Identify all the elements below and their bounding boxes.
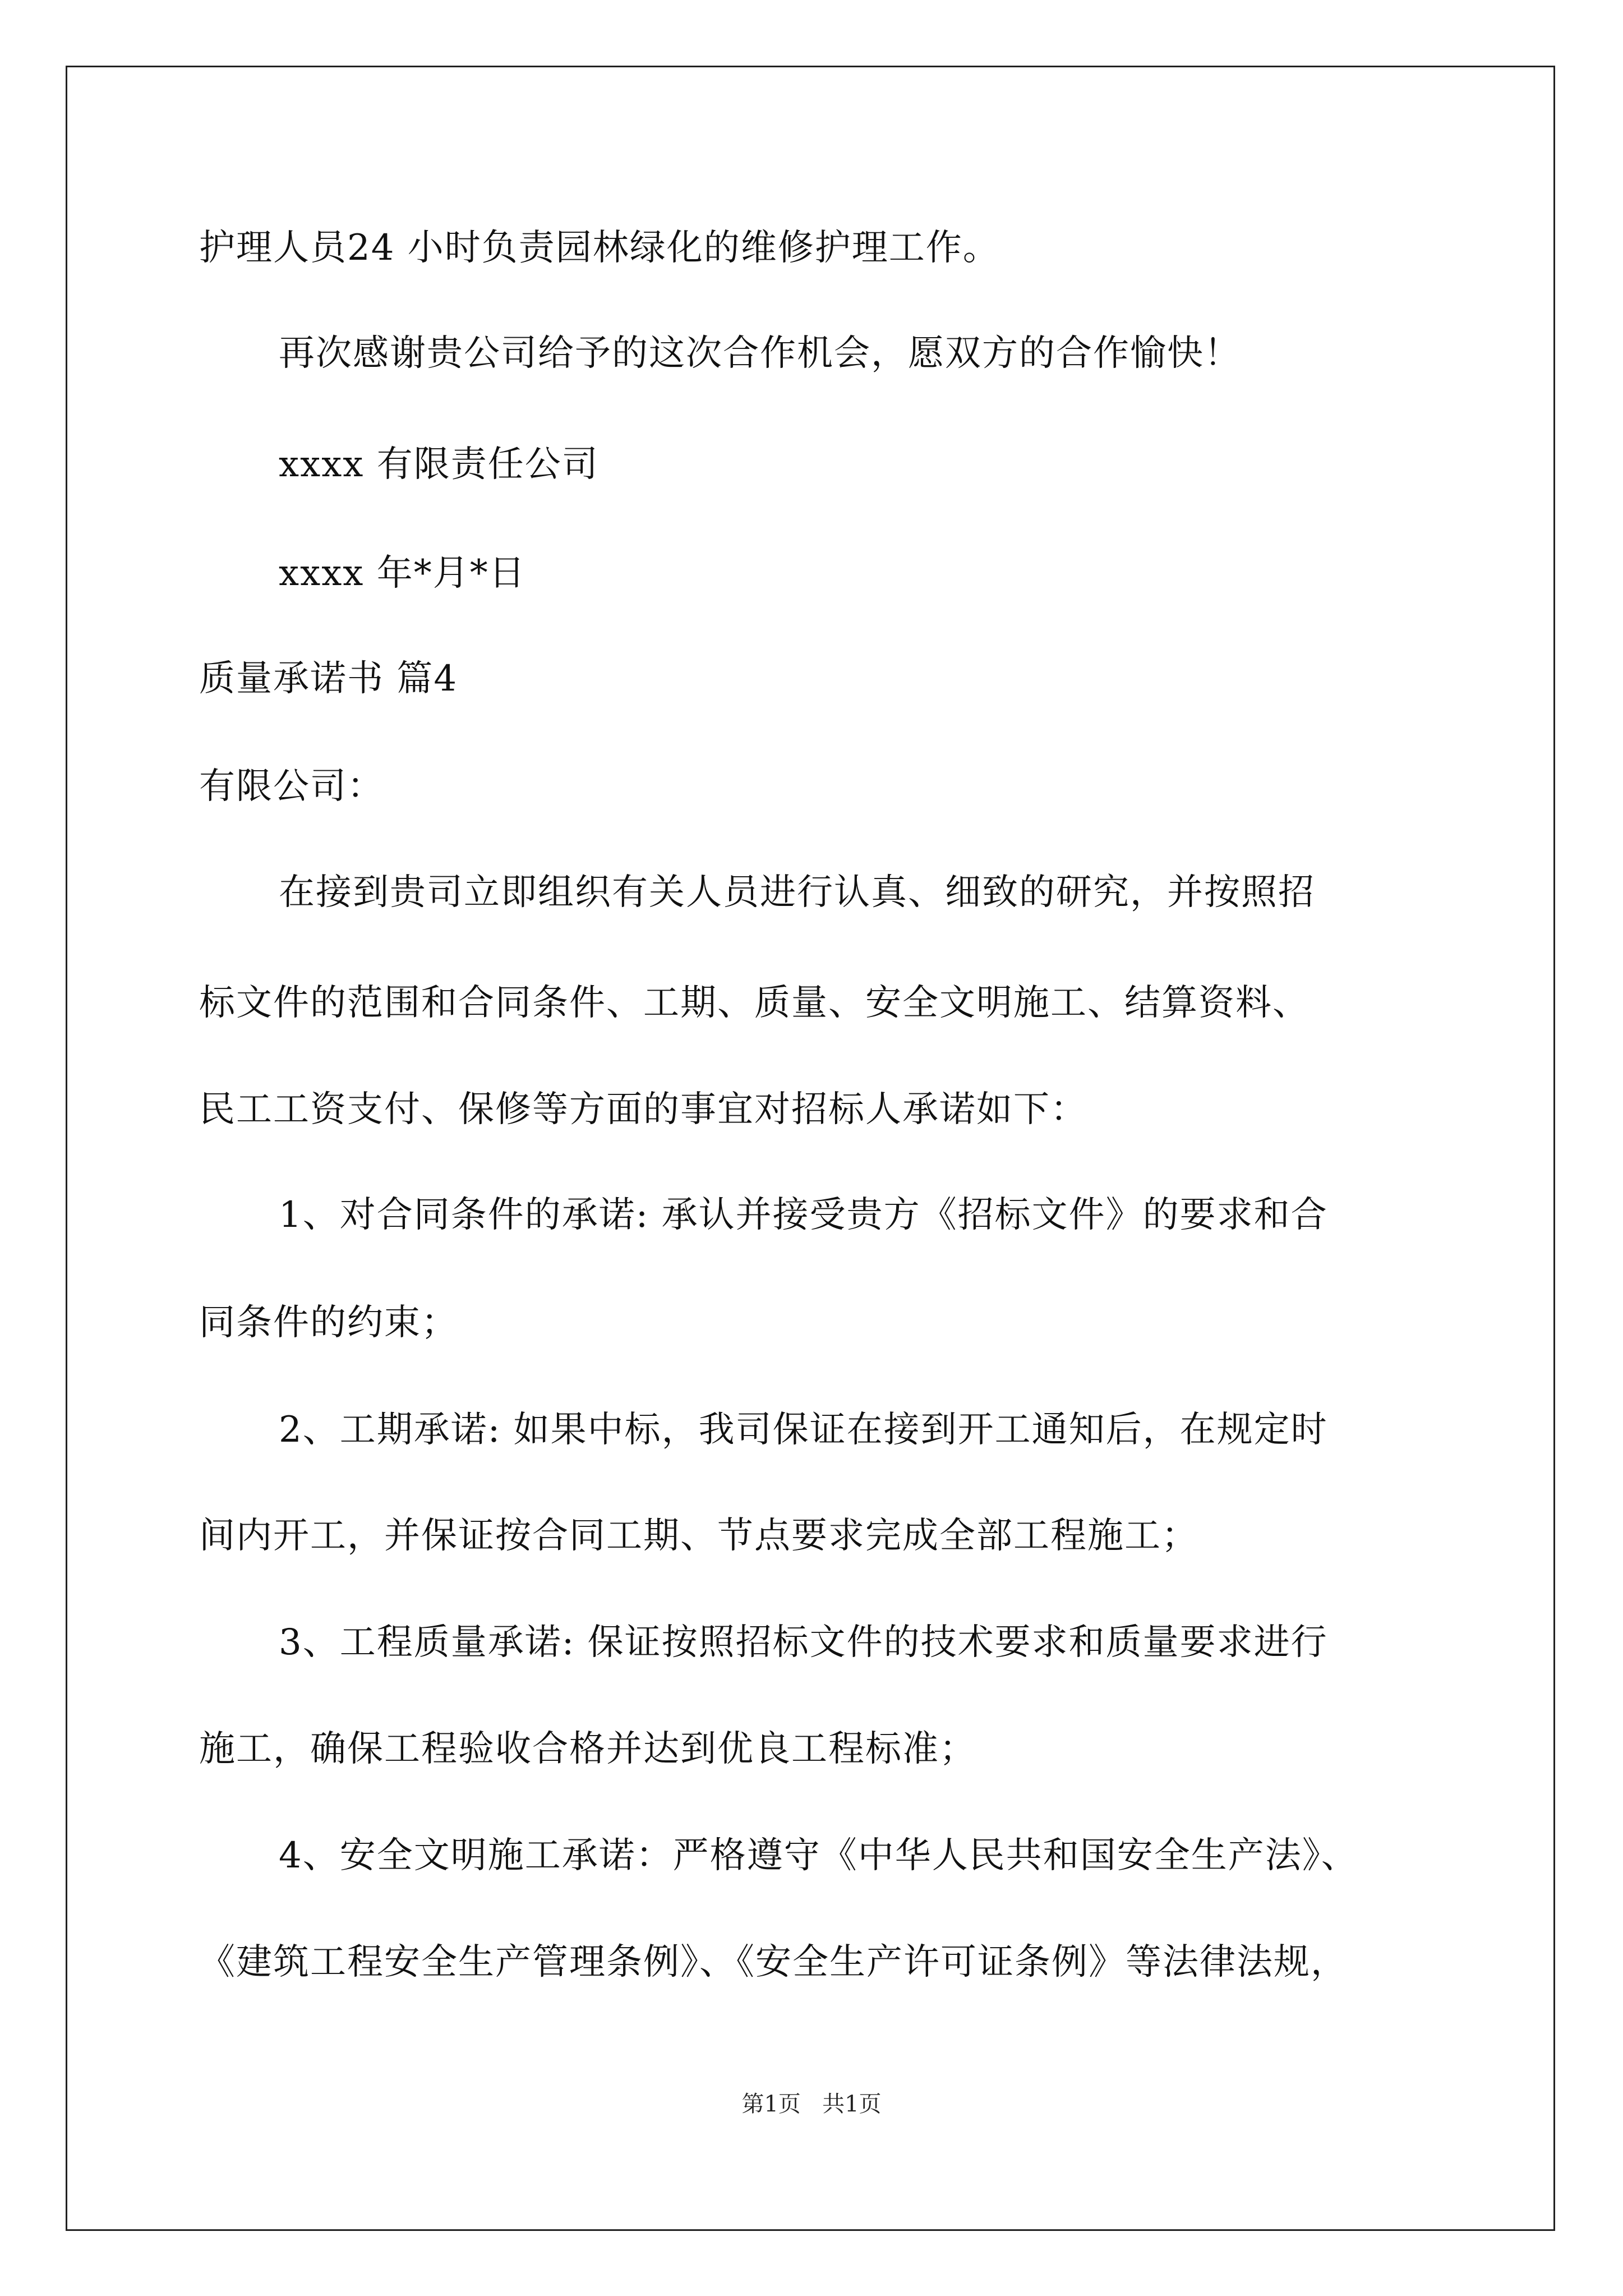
text-line-2: 再次感谢贵公司给予的这次合作机会，愿双方的合作愉快！ <box>279 333 1241 374</box>
text-line-17: 《建筑工程安全生产管理条例》、《安全生产许可证条例》等法律法规， <box>199 1941 1348 1983</box>
company-name-line: xxxx 有限责任公司 <box>279 444 599 485</box>
text-line-1: 护理人员24 小时负责园林绿化的维修护理工作。 <box>199 227 1000 269</box>
text-line-7: 在接到贵司立即组织有关人员进行认真、细致的研究，并按照招 <box>279 872 1315 913</box>
text-line-14: 3、工程质量承诺: 保证按照招标文件的技术要求和质量要求进行 <box>279 1622 1328 1663</box>
text-line-10: 1、对合同条件的承诺: 承认并接受贵方《招标文件》的要求和合 <box>279 1194 1328 1236</box>
text-line-9: 民工工资支付、保修等方面的事宜对招标人承诺如下： <box>199 1089 1087 1130</box>
text-line-15: 施工，确保工程验收合格并达到优良工程标准； <box>199 1728 976 1770</box>
page-total: 共1页 <box>822 2091 882 2117</box>
text-line-13: 间内开工，并保证按合同工期、节点要求完成全部工程施工； <box>199 1515 1198 1557</box>
text-line-8: 标文件的范围和合同条件、工期、质量、安全文明施工、结算资料、 <box>199 982 1310 1024</box>
date-line: xxxx 年*月*日 <box>279 553 526 594</box>
text-line-12: 2、工期承诺: 如果中标，我司保证在接到开工通知后，在规定时 <box>279 1409 1328 1451</box>
text-line-16: 4、安全文明施工承诺：严格遵守《中华人民共和国安全生产法》、 <box>279 1835 1358 1876</box>
page-number: 第1页 <box>741 2091 801 2117</box>
salutation-line: 有限公司： <box>199 766 384 807</box>
page-border <box>66 66 1555 2231</box>
page-footer <box>0 2090 1623 2118</box>
section-heading: 质量承诺书 篇4 <box>199 658 458 700</box>
text-line-11: 同条件的约束； <box>199 1302 458 1343</box>
